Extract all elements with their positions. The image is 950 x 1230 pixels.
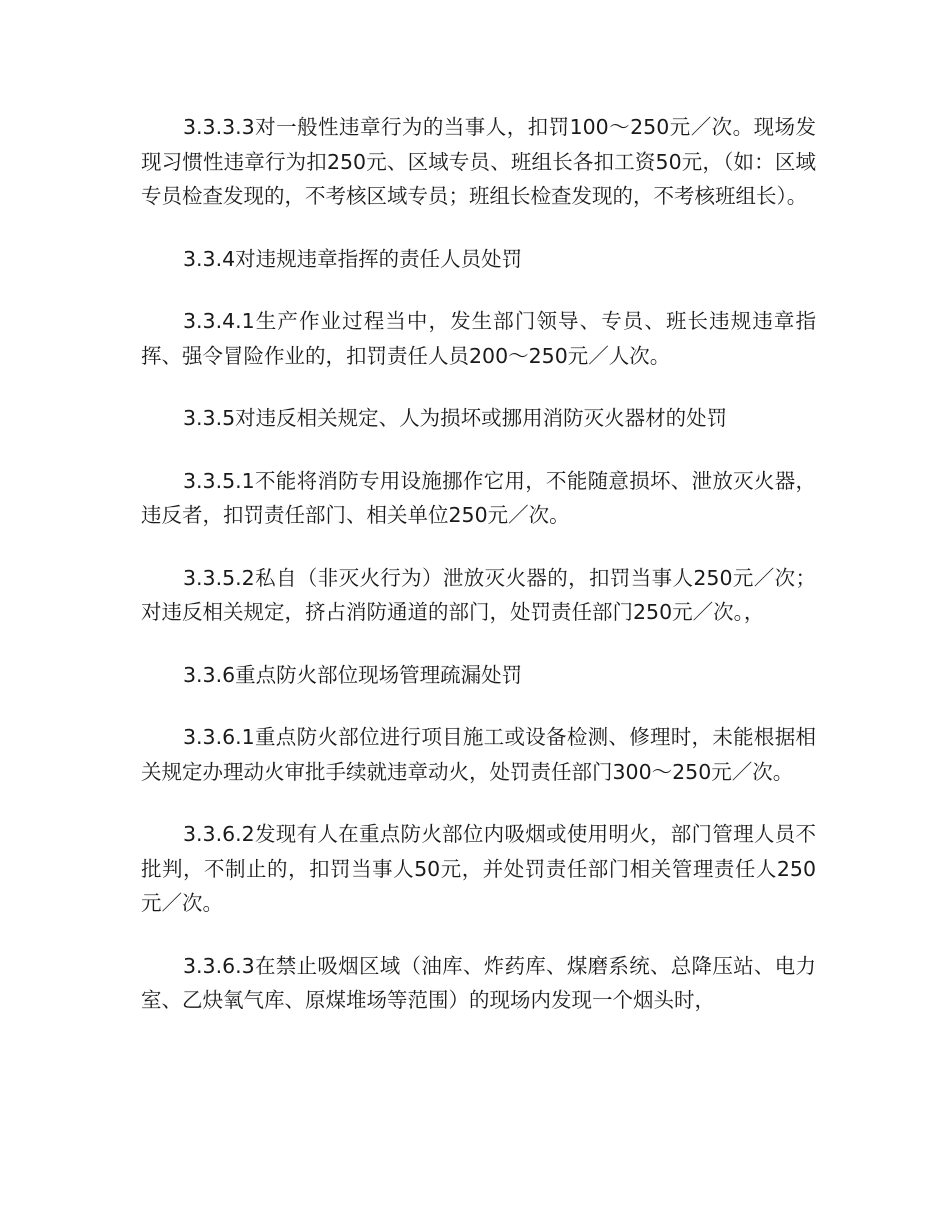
- paragraph-3-3-5: 3.3.5对违反相关规定、人为损坏或挪用消防灭火器材的处罚: [183, 406, 728, 430]
- paragraph-3-3-6: 3.3.6重点防火部位现场管理疏漏处罚: [183, 662, 523, 687]
- paragraph-3-3-5-2: 3.3.5.2私自（非灭火行为）泄放灭火器的，扣罚当事人250元／次；对违反相关规定，挤占消防通道的部门，处罚责任部门250元／次。，: [141, 565, 816, 624]
- paragraph-3-3-4: 3.3.4对违规违章指挥的责任人员处罚: [183, 246, 523, 271]
- paragraph-3-3-6-3: 3.3.6.3在禁止吸烟区域（油库、炸药库、煤磨系统、总降压站、电力室、乙炔氧气库、原煤堆场等范围）的现场内发现一个烟头时，: [141, 953, 816, 1012]
- paragraph-3-3-3-3: 3.3.3.3对一般性违章行为的当事人，扣罚100～250元／次。现场发现习惯性违章行为扣250元、区域专员、班组长各扣工资50元，（如：区域专员检查发现的，不考核区域专员；班组长检查发现的，不考核班组长）。: [141, 115, 816, 208]
- paragraph-3-3-6-1: 3.3.6.1重点防火部位进行项目施工或设备检测、修理时，未能根据相关规定办理动火审批手续就违章动火，处罚责任部门300～250元／次。: [141, 725, 816, 784]
- paragraph-3-3-4-1: 3.3.4.1生产作业过程当中，发生部门领导、专员、班长违规违章指挥、强令冒险作业的，扣罚责任人员200～250元／人次。: [141, 309, 816, 368]
- paragraph-3-3-5-1: 3.3.5.1不能将消防专用设施挪作它用，不能随意损坏、泄放灭火器，违反者，扣罚责任部门、相关单位250元／次。: [141, 468, 816, 527]
- paragraph-3-3-6-2: 3.3.6.2发现有人在重点防火部位内吸烟或使用明火，部门管理人员不批判，不制止的，扣罚当事人50元，并处罚责任部门相关管理责任人250元／次。: [141, 822, 816, 915]
